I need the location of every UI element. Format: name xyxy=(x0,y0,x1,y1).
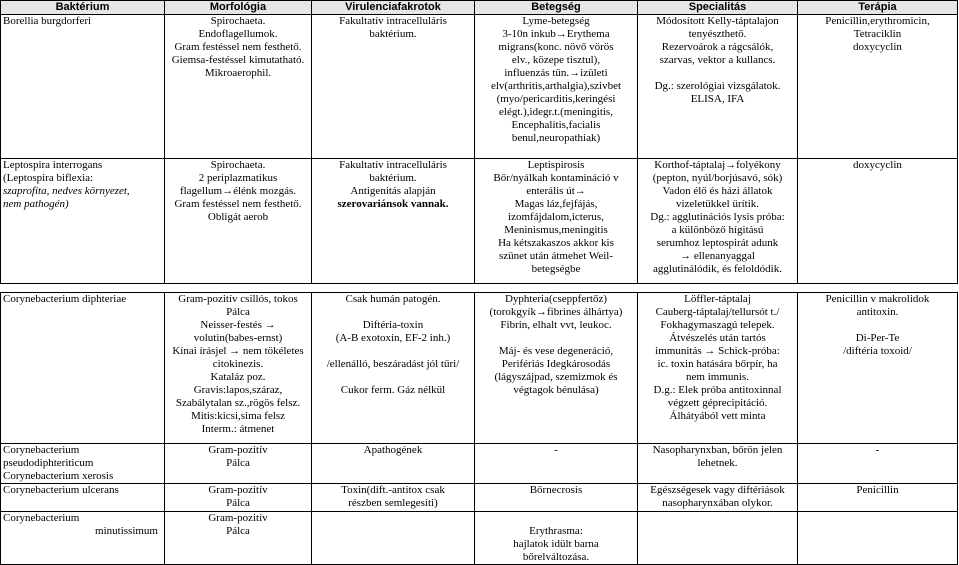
specialty-line: tenyészthető. xyxy=(688,28,747,40)
specialty-line: → ellenanyaggal xyxy=(680,250,755,262)
disease-line: (myo/pericarditis,keringési xyxy=(496,93,616,105)
disease-line: Máj- és vese degeneráció, xyxy=(498,345,614,357)
virulence-cell xyxy=(312,15,475,159)
bacterium-line: Leptospira interrogans xyxy=(3,159,103,171)
header-morphology: Morfológia xyxy=(165,1,312,15)
morphology-line: Interm.: átmenet xyxy=(201,423,275,435)
virulence-line: Csak humán patogén. xyxy=(345,293,441,305)
bacterium-line: Corynebacterium xerosis xyxy=(3,470,114,482)
specialty-line: serumhoz leptospirát adunk xyxy=(656,237,779,249)
therapy-cell xyxy=(798,15,958,159)
bacterium-cell xyxy=(1,159,165,284)
disease-cell xyxy=(475,512,638,565)
morphology-cell xyxy=(165,15,312,159)
morphology-cell xyxy=(165,484,312,512)
specialty-line: vizeletükkel ürítik. xyxy=(675,198,760,210)
bacterium-line: pseudodiphteriticum xyxy=(3,457,94,469)
disease-cell xyxy=(475,293,638,444)
specialty-line: szarvas, vektor a kullancs. xyxy=(659,54,776,66)
table-row xyxy=(1,159,958,284)
disease-line: Fibrin, elhalt vvt, leukoc. xyxy=(500,319,612,331)
specialty-line: végzett géprecipitáció. xyxy=(667,397,768,409)
virulence-line: Fakultatív intracelluláris xyxy=(339,159,447,171)
disease-line: enterális út→ xyxy=(526,185,586,197)
disease-line: (torokgyík→fibrines álhártya) xyxy=(489,306,623,318)
therapy-line xyxy=(800,319,955,332)
morphology-line: Endoflagellumok. xyxy=(198,28,278,40)
specialty-line: (pepton, nyúl/borjúsavó, sók) xyxy=(652,172,783,184)
specialty-line: Löffler-táptalaj xyxy=(684,293,751,305)
bacterium-line: Borellia burgdorferi xyxy=(3,15,92,27)
morphology-line: Neisser-festés → xyxy=(200,319,276,331)
therapy-line: doxycyclin xyxy=(853,159,902,171)
bacterium-cell xyxy=(1,444,165,484)
morphology-line: Mitis:kicsi,sima felsz xyxy=(190,410,286,422)
table-row xyxy=(1,293,958,444)
bacterium-line: nem pathogén) xyxy=(3,198,69,210)
specialty-cell xyxy=(638,15,798,159)
disease-line: migrans(konc. növő vörös xyxy=(498,41,614,53)
disease-line: Dyphteria(cseppfertőz) xyxy=(504,293,607,305)
morphology-line: Gravis:lapos,száraz, xyxy=(193,384,283,396)
disease-line: 3-10n inkub→Erythema xyxy=(502,28,610,40)
virulence-line: szerovariánsok vannak. xyxy=(337,198,449,210)
morphology-line: 2 periplazmatikus xyxy=(198,172,278,184)
bacterium-line: szaprofita, nedves környezet, xyxy=(3,185,130,197)
bacterium-cell xyxy=(1,15,165,159)
specialty-line: Fokhagymaszagú telepek. xyxy=(660,319,775,331)
virulence-line: Diftéria-toxin xyxy=(362,319,424,331)
bacterium-line: Corynebacterium ulcerans xyxy=(3,484,119,496)
therapy-cell xyxy=(798,293,958,444)
disease-line: végtagok bénulása) xyxy=(513,384,599,396)
virulence-cell xyxy=(312,293,475,444)
disease-line: elv., közepe tisztul), xyxy=(511,54,601,66)
therapy-cell xyxy=(798,484,958,512)
header-bacterium: Baktérium xyxy=(1,1,165,15)
disease-line: Encephalitis,facialis xyxy=(511,119,601,131)
therapy-cell xyxy=(798,512,958,565)
disease-line: Perifériás Idegkárosodás xyxy=(501,358,611,370)
specialty-line: nasopharynxában olykor. xyxy=(662,497,773,509)
header-therapy: Terápia xyxy=(798,1,958,15)
header-row xyxy=(1,1,958,15)
specialty-cell xyxy=(638,159,798,284)
specialty-line: Nasopharynxban, bőrön jelen xyxy=(652,444,783,456)
disease-line: hajlatok idült barna xyxy=(513,538,599,550)
morphology-cell xyxy=(165,444,312,484)
morphology-line: Spirochaeta. xyxy=(210,159,266,171)
header-virulence: Virulenciafakrotok xyxy=(312,1,475,15)
morphology-line: Spirochaeta. xyxy=(210,15,266,27)
bacterium-line: (Leptospira biflexia: xyxy=(3,172,94,184)
bacterium-line: Corynebacterium diphteriae xyxy=(3,293,127,305)
specialty-line: lehetnek. xyxy=(697,457,738,469)
morphology-line: volutin(babes-ernst) xyxy=(193,332,283,344)
virulence-cell xyxy=(312,159,475,284)
bacterium-line: Corynebacterium xyxy=(3,512,80,524)
specialty-cell xyxy=(638,444,798,484)
bacterium-line: Corynebacterium xyxy=(3,444,80,456)
disease-cell xyxy=(475,484,638,512)
virulence-line: Toxin(dift.-antitox csak xyxy=(341,484,445,496)
therapy-line: antitoxin. xyxy=(856,306,899,318)
disease-line: izomfájdalom,icterus, xyxy=(508,211,604,223)
morphology-line: Gram-pozitív xyxy=(208,444,268,456)
disease-line: influenzás tün.→izületi xyxy=(504,67,608,79)
morphology-line: Kataláz poz. xyxy=(210,371,266,383)
bacterium-line: minutissimum xyxy=(95,525,158,537)
virulence-cell xyxy=(312,444,475,484)
disease-line: (lágyszájpad, szemizmok és xyxy=(494,371,618,383)
morphology-line: Mikroaerophil. xyxy=(204,67,272,79)
virulence-line: Fakultatív intracelluláris xyxy=(339,15,447,27)
disease-line: - xyxy=(554,444,558,456)
morphology-cell xyxy=(165,512,312,565)
virulence-cell xyxy=(312,484,475,512)
disease-line: Erythrasma: xyxy=(529,525,583,537)
morphology-line: Obligát aerob xyxy=(207,211,269,223)
morphology-line: flagellum→élénk mozgás. xyxy=(179,185,297,197)
morphology-line: Pálca xyxy=(226,497,250,509)
gap-cell xyxy=(1,284,958,293)
virulence-line: Cukor ferm. Gáz nélkül xyxy=(340,384,446,396)
disease-line: Ha kétszakaszos akkor kis xyxy=(498,237,614,249)
specialty-line: Cauberg-táptalaj/tellursót t./ xyxy=(655,306,780,318)
specialty-line: ELISA, IFA xyxy=(690,93,745,105)
specialty-line: Vadon élő és házi állatok xyxy=(662,185,773,197)
morphology-line: Kínai írásjel → nem tökéletes xyxy=(172,345,304,357)
therapy-line: /diftéria toxoid/ xyxy=(843,345,912,357)
virulence-line xyxy=(314,371,472,384)
disease-line xyxy=(477,512,635,525)
header-disease: Betegség xyxy=(475,1,638,15)
disease-line: Bőr/nyálkah kontamináció v xyxy=(493,172,619,184)
morphology-line: Pálca xyxy=(226,306,250,318)
table-row xyxy=(1,444,958,484)
disease-line: Meninismus,meningitis xyxy=(504,224,608,236)
bacterium-cell xyxy=(1,293,165,444)
therapy-line: doxycyclin xyxy=(853,41,902,53)
disease-line: elv(arthritis,arthalgia),szivbet xyxy=(490,80,622,92)
therapy-line: Penicillin,erythromicin, xyxy=(825,15,930,27)
specialty-cell xyxy=(638,293,798,444)
virulence-line: részben semlegesíti) xyxy=(348,497,438,509)
disease-line xyxy=(477,332,635,345)
disease-cell xyxy=(475,444,638,484)
morphology-line: Szabálytalan sz.,rögös felsz. xyxy=(175,397,301,409)
virulence-line: Apathogének xyxy=(363,444,423,456)
bacterium-cell xyxy=(1,512,165,565)
morphology-cell xyxy=(165,293,312,444)
specialty-line: agglutinálódik, és feloldódik. xyxy=(653,263,782,275)
morphology-line: Pálca xyxy=(226,457,250,469)
specialty-line: immunitás → Schick-próba: xyxy=(655,345,780,357)
header-specialty: Specialitás xyxy=(638,1,798,15)
therapy-cell xyxy=(798,444,958,484)
disease-line: bőrelváltozása. xyxy=(522,551,590,563)
virulence-line: (A-B exotoxin, EF-2 inh.) xyxy=(335,332,451,344)
specialty-line xyxy=(640,67,795,80)
morphology-line: Gram festéssel nem festhető. xyxy=(174,198,302,210)
therapy-line: Penicillin xyxy=(856,484,899,496)
specialty-line: nem immunis. xyxy=(686,371,749,383)
morphology-line: Gram-pozitív csillós, tokos xyxy=(178,293,298,305)
morphology-cell xyxy=(165,159,312,284)
disease-line: Leptispirosis xyxy=(527,159,585,171)
specialty-line: Korthof-táptalaj→folyékony xyxy=(654,159,781,171)
specialty-line: D.g.: Elek próba antitoxinnal xyxy=(653,384,782,396)
morphology-line: Gram-pozitív xyxy=(208,484,268,496)
virulence-cell xyxy=(312,512,475,565)
disease-line: Lyme-betegség xyxy=(522,15,590,27)
specialty-line: Rezervoárok a rágcsálók, xyxy=(661,41,774,53)
morphology-line: Pálca xyxy=(226,525,250,537)
bacterium-cell xyxy=(1,484,165,512)
disease-line: szünet után átmehet Weil- xyxy=(498,250,614,262)
disease-line: betegségbe xyxy=(531,263,581,275)
section-gap xyxy=(1,284,958,293)
disease-cell xyxy=(475,15,638,159)
therapy-line: Tetraciklin xyxy=(853,28,902,40)
virulence-line: /ellenálló, beszáradást jól tűri/ xyxy=(326,358,460,370)
disease-line: benul,neuropathiak) xyxy=(511,132,601,144)
specialty-line: Átvészelés után tartós xyxy=(669,332,766,344)
specialty-line: Egészségesek vagy diftériások xyxy=(650,484,785,496)
therapy-line: - xyxy=(875,444,880,456)
table-row xyxy=(1,484,958,512)
specialty-line: Dg.: szerológiai vizsgálatok. xyxy=(654,80,781,92)
specialty-cell xyxy=(638,484,798,512)
morphology-line: Gram-pozitív xyxy=(208,512,268,524)
disease-line: elégt.),idegr.t.(meningitis, xyxy=(499,106,613,118)
virulence-line xyxy=(314,306,472,319)
morphology-line: citokinezis. xyxy=(212,358,264,370)
virulence-line: baktérium. xyxy=(369,28,417,40)
table-row xyxy=(1,512,958,565)
specialty-cell xyxy=(638,512,798,565)
specialty-line: a különböző hígitású xyxy=(671,224,764,236)
specialty-line: Álhátyából vett minta xyxy=(669,410,766,422)
table-row xyxy=(1,15,958,159)
specialty-line: Dg.: agglutinációs lysis próba: xyxy=(650,211,785,223)
virulence-line xyxy=(314,345,472,358)
disease-line: Bőrnecrosis xyxy=(529,484,583,496)
disease-line: Magas láz,fejfájás, xyxy=(514,198,598,210)
virulence-line: Antigenitás alapján xyxy=(350,185,436,197)
virulence-line: baktérium. xyxy=(369,172,417,184)
therapy-line: Di-Per-Te xyxy=(855,332,900,344)
therapy-line: Penicillin v makrolidok xyxy=(825,293,930,305)
specialty-line: Módosított Kelly-táptalajon xyxy=(656,15,779,27)
therapy-cell xyxy=(798,159,958,284)
morphology-line: Giemsa-festéssel kimutatható. xyxy=(171,54,305,66)
disease-cell xyxy=(475,159,638,284)
specialty-line: ic. toxin hatására bőrpír, ha xyxy=(657,358,778,370)
morphology-line: Gram festéssel nem festhető. xyxy=(174,41,302,53)
